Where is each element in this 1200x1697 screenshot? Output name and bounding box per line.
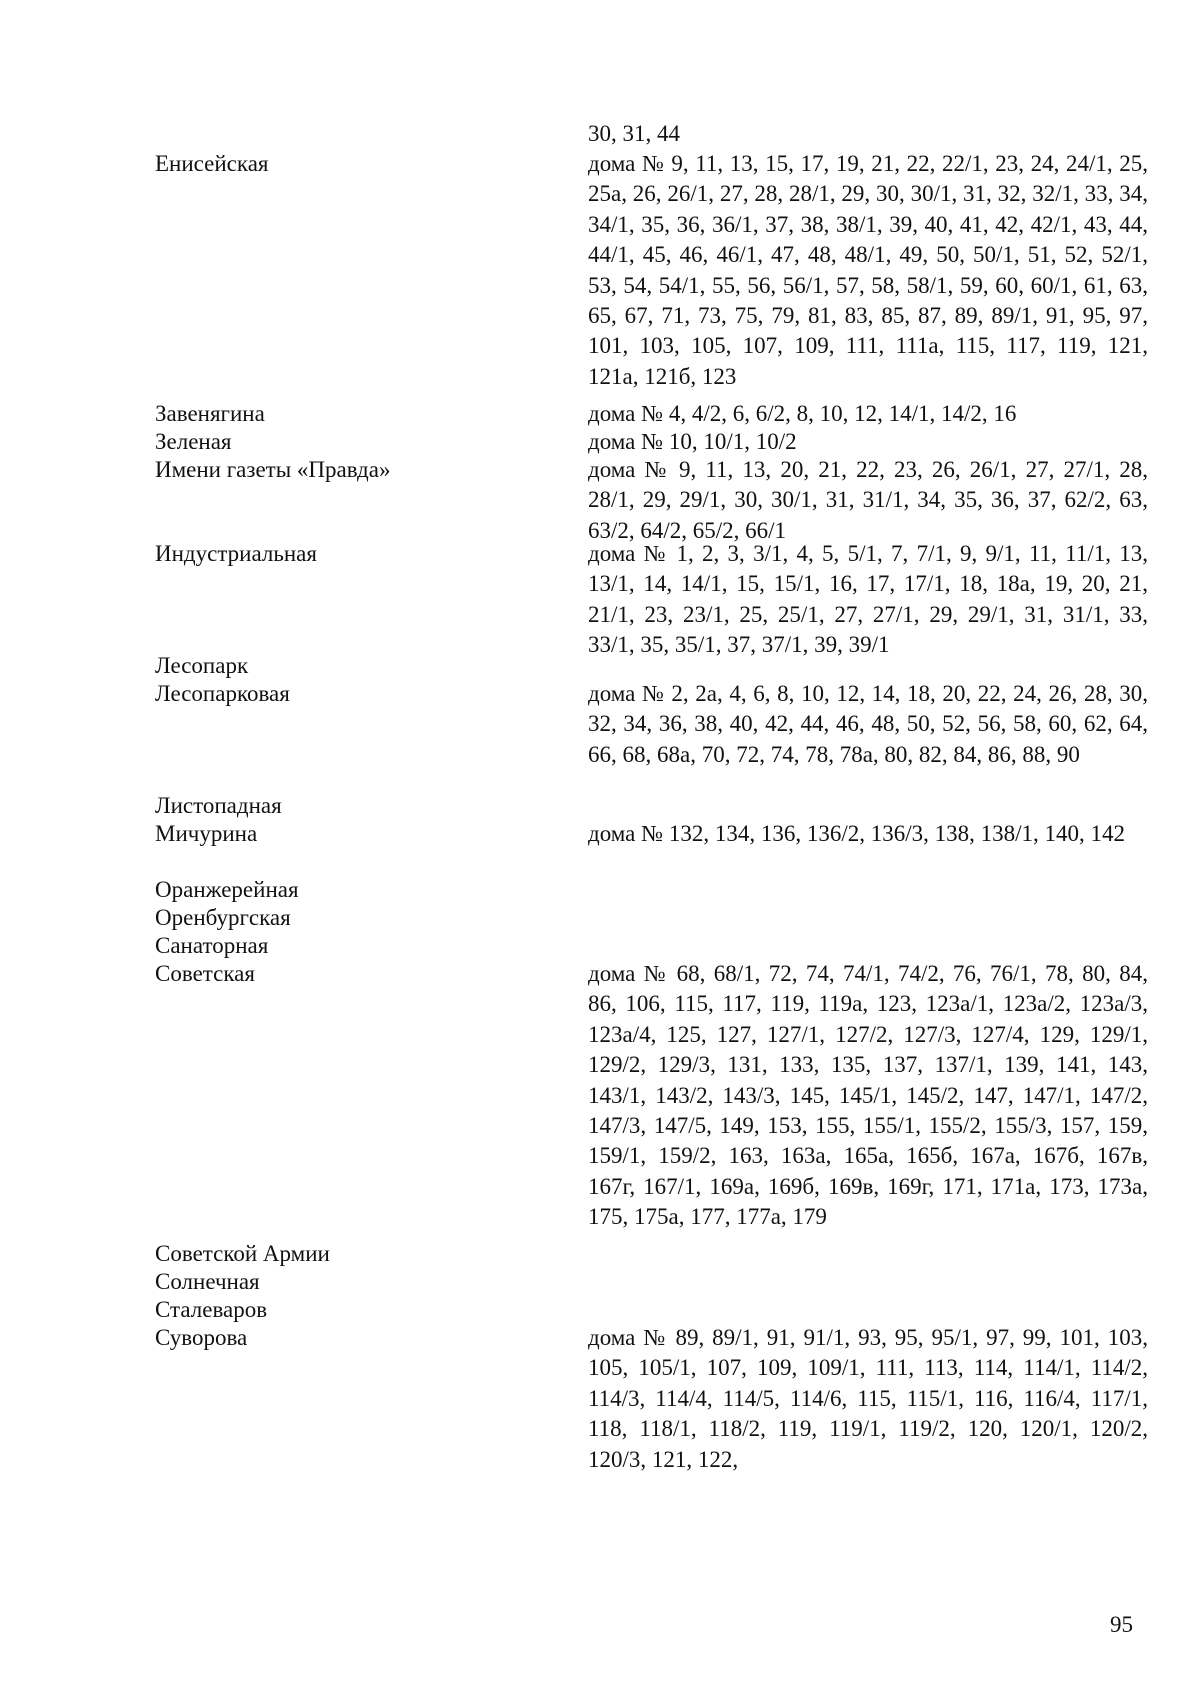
house-numbers: дома № 132, 134, 136, 136/2, 136/3, 138, 138/1, 140, 142 [588, 821, 1125, 846]
house-numbers: дома № 68, 68/1, 72, 74, 74/1, 74/2, 76, 76/1, 78, 80, 84, 86, 106, 115, 117, 119, 119а, 123, 123а/1, 123а/2, 123а/3, 123а/4, 125, 127, 127/1, 127/2, 127/3, 127/4, 129, 129/1, 129/2, 129/3, 131, 133, 135, 137, 137/1, 139, 141, 143, 143/1, 143/2, 143/3, 145, 145/1, 145/2, 147, 147/1, 147/2, 147/3, 147/5, 149, 153, 155, 155/1, 155/2, 155/3, 157, 159, 159/1, 159/2, 163, 163а, 165а, 165б, 167а, 167б, 167в, 167г, 167/1, 169а, 169б, 169в, 169г, 171, 171а, 173, 173а, 175, 175а, 177, 177а, 179 [588, 961, 1148, 1230]
street-name: Индустриальная [155, 541, 317, 566]
house-numbers: дома № 2, 2а, 4, 6, 8, 10, 12, 14, 18, 20, 22, 24, 26, 28, 30, 32, 34, 36, 38, 40, 42, 44, 46, 48, 50, 52, 56, 58, 60, 62, 64, 66, 68, 68а, 70, 72, 74, 78, 78а, 80, 82, 84, 86, 88, 90 [588, 681, 1148, 767]
house-numbers: дома № 4, 4/2, 6, 6/2, 8, 10, 12, 14/1, 14/2, 16 [588, 401, 1017, 426]
house-numbers: дома № 9, 11, 13, 20, 21, 22, 23, 26, 26/1, 27, 27/1, 28, 28/1, 29, 29/1, 30, 30/1, 31, 31/1, 34, 35, 36, 37, 62/2, 63, 63/2, 64/2, 65/2, 66/1 [588, 457, 1148, 543]
street-name: Лесопарковая [155, 681, 290, 706]
house-numbers: дома № 9, 11, 13, 15, 17, 19, 21, 22, 22/1, 23, 24, 24/1, 25, 25а, 26, 26/1, 27, 28, 28/1, 29, 30, 30/1, 31, 32, 32/1, 33, 34, 34/1, 35, 36, 36/1, 37, 38, 38/1, 39, 40, 41, 42, 42/1, 43, 44, 44/1, 45, 46, 46/1, 47, 48, 48/1, 49, 50, 50/1, 51, 52, 52/1, 53, 54, 54/1, 55, 56, 56/1, 57, 58, 58/1, 59, 60, 60/1, 61, 63, 65, 67, 71, 73, 75, 79, 81, 83, 85, 87, 89, 89/1, 91, 95, 97, 101, 103, 105, 107, 109, 111, 111а, 115, 117, 119, 121, 121а, 121б, 123 [588, 151, 1148, 389]
continued-house-list: 30, 31, 44 [588, 121, 680, 146]
house-numbers: дома № 10, 10/1, 10/2 [588, 429, 797, 454]
street-name: Мичурина [155, 821, 258, 846]
street-name: Суворова [155, 1325, 248, 1350]
street-name: Имени газеты «Правда» [155, 457, 391, 482]
street-name: Енисейская [155, 151, 269, 176]
street-name: Зеленая [155, 429, 232, 454]
street-name: Советская [155, 961, 255, 986]
street-name: Завенягина [155, 401, 265, 426]
page-number: 95 [1110, 1612, 1133, 1637]
street-name: Солнечная [155, 1269, 260, 1294]
street-name: Лесопарк [155, 653, 249, 678]
house-numbers: дома № 89, 89/1, 91, 91/1, 93, 95, 95/1, 97, 99, 101, 103, 105, 105/1, 107, 109, 109/1, 111, 113, 114, 114/1, 114/2, 114/3, 114/4, 114/5, 114/6, 115, 115/1, 116, 116/4, 117/1, 118, 118/1, 118/2, 119, 119/1, 119/2, 120, 120/1, 120/2, 120/3, 121, 122, [588, 1325, 1148, 1472]
street-name: Санаторная [155, 933, 269, 958]
street-name: Сталеваров [155, 1297, 268, 1322]
street-name: Оранжерейная [155, 877, 299, 902]
house-numbers: дома № 1, 2, 3, 3/1, 4, 5, 5/1, 7, 7/1, 9, 9/1, 11, 11/1, 13, 13/1, 14, 14/1, 15, 15/1, 16, 17, 17/1, 18, 18а, 19, 20, 21, 21/1, 23, 23/1, 25, 25/1, 27, 27/1, 29, 29/1, 31, 31/1, 33, 33/1, 35, 35/1, 37, 37/1, 39, 39/1 [588, 541, 1148, 658]
street-name: Листопадная [155, 793, 282, 818]
street-name: Оренбургская [155, 905, 291, 930]
street-name: Советской Армии [155, 1241, 330, 1266]
